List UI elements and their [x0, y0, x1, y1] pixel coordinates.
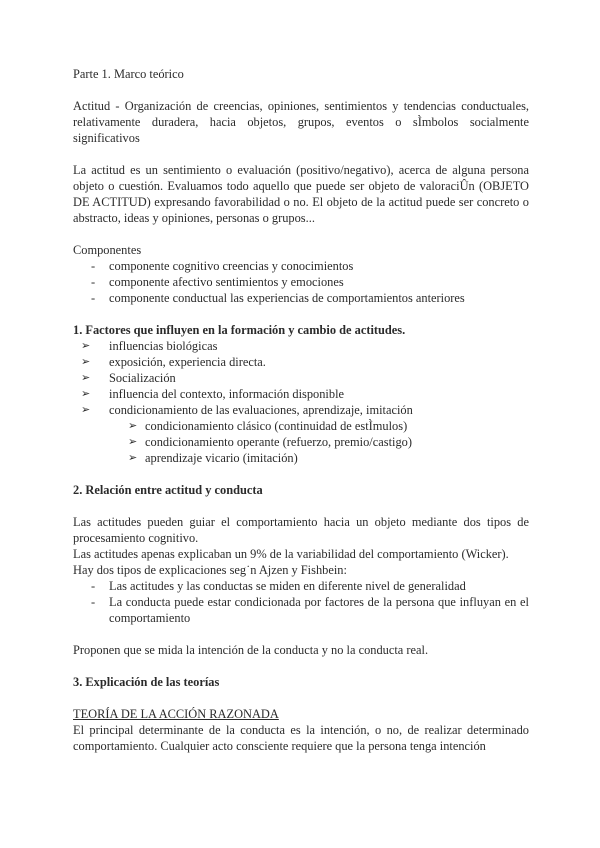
- explanations-list: [73, 578, 529, 626]
- list-item: ➢ influencias biológicas: [73, 338, 529, 354]
- list-item: - componente afectivo sentimientos y emociones: [73, 274, 529, 290]
- list-item: - La conducta puede estar condicionada por factores de la persona que influyan en el comportamiento: [73, 594, 529, 626]
- section-2-paragraph-1: Las actitudes pueden guiar el comportamiento hacia un objeto mediante dos tipos de procesamiento cognitivo.: [73, 515, 529, 545]
- list-item: ➢ condicionamiento operante (refuerzo, premio/castigo): [73, 434, 529, 450]
- list-item: ➢ condicionamiento de las evaluaciones, aprendizaje, imitación: [73, 402, 529, 418]
- section-2-paragraph-4: Proponen que se mida la intención de la conducta y no la conducta real.: [73, 643, 429, 657]
- definition-paragraph: Actitud - Organización de creencias, opiniones, sentimientos y tendencias conductuales, relativamente duradera, hacia objetos, grupos, eventos o sÌmbolos socialmente significativos: [73, 99, 529, 145]
- section-1-heading: 1. Factores que influyen en la formación y cambio de actitudes.: [73, 323, 406, 337]
- list-item: ➢ exposición, experiencia directa.: [73, 354, 529, 370]
- list-item: - componente cognitivo creencias y conocimientos: [73, 258, 529, 274]
- list-item: ➢ condicionamiento clásico (continuidad de estÌmulos): [73, 418, 529, 434]
- theory-subheading: TEORÍA DE LA ACCIÓN RAZONADA: [73, 707, 279, 721]
- list-item: ➢ Socialización: [73, 370, 529, 386]
- list-item: - Las actitudes y las conductas se miden en diferente nivel de generalidad: [73, 578, 529, 594]
- section-3-paragraph-1: El principal determinante de la conducta es la intención, o no, de realizar determinado comportamiento. Cualquier acto consciente requiere que la persona tenga intención: [73, 723, 529, 753]
- list-item: - componente conductual las experiencias de comportamientos anteriores: [73, 290, 529, 306]
- list-item: ➢ influencia del contexto, información disponible: [73, 386, 529, 402]
- section-2-paragraph-3: Hay dos tipos de explicaciones seg˙n Ajzen y Fishbein:: [73, 563, 347, 577]
- document-page: [73, 66, 529, 754]
- list-item: ➢ aprendizaje vicario (imitación): [73, 450, 529, 466]
- page-title: Parte 1. Marco teórico: [73, 67, 184, 81]
- components-heading: Componentes: [73, 243, 142, 257]
- conditioning-sublist: [73, 418, 529, 466]
- section-3-heading: 3. Explicación de las teorías: [73, 675, 220, 689]
- section-2-paragraph-2: Las actitudes apenas explicaban un 9% de la variabilidad del comportamiento (Wicker).: [73, 547, 509, 561]
- components-list: [73, 258, 529, 306]
- attitude-paragraph: La actitud es un sentimiento o evaluación (positivo/negativo), acerca de alguna persona objeto o cuestión. Evaluamos todo aquello que puede ser objeto de valoraciÛn (OBJETO DE ACTITUD) expresando favorabilidad o no. El objeto de la actitud puede ser concreto o abstracto, ideas y opiniones, personas o grupos...: [73, 163, 529, 225]
- section-2-heading: 2. Relación entre actitud y conducta: [73, 483, 263, 497]
- factors-list: [73, 338, 529, 418]
